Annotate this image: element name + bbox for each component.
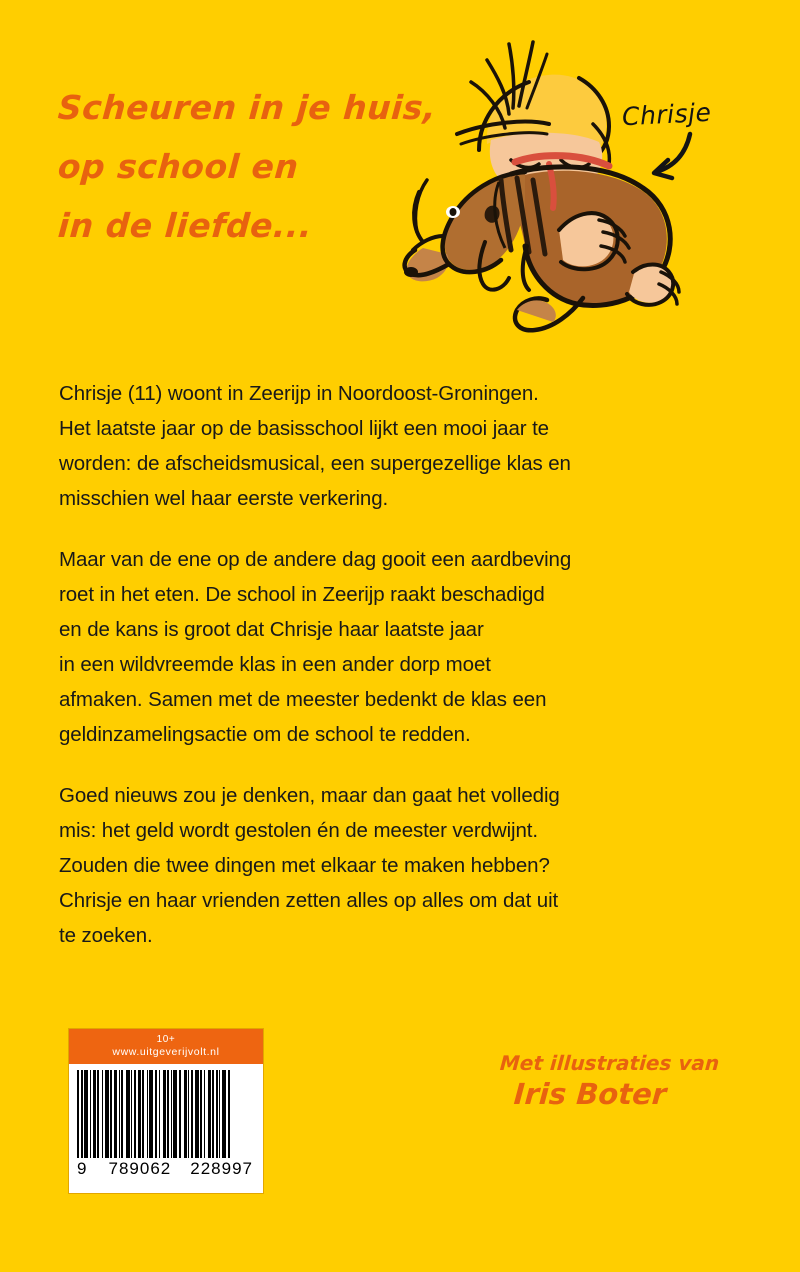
blurb-paragraph-2: Maar van de ene op de andere dag gooit een aardbeving roet in het eten. De school in Zeerijp raakt beschadigd en de kans is groot dat Chrisje haar laatste jaar in een wildvreemde klas in een ander dorp moet afmaken. Samen met de meester bedenkt de klas een geldinzamelingsactie om de school te redden. (59, 548, 572, 746)
isbn-group-1: 789062 (108, 1159, 172, 1178)
blurb-paragraph-3: Goed nieuws zou je denken, maar dan gaat het volledig mis: het geld wordt gestolen én de meester verdwijnt. Zouden die twee dingen met elkaar te maken hebben? Chrisje en haar vrienden zetten alles op alles om dat uit te zoeken. (59, 784, 560, 947)
headline-line-3: in de liefde... (56, 206, 314, 245)
isbn-lead-digit: 9 (77, 1159, 88, 1178)
barcode-block (68, 1028, 264, 1194)
isbn-group-2: 228997 (190, 1159, 253, 1178)
illustrator-name: Iris Boter (512, 1077, 668, 1111)
barcode-header (69, 1029, 263, 1064)
barcode-graphic (69, 1064, 263, 1183)
illustrator-credit (500, 1050, 719, 1112)
age-rating-label: 10+ (156, 1034, 176, 1045)
blurb (59, 376, 699, 953)
barcode-bars (77, 1070, 255, 1158)
blurb-paragraph-1: Chrisje (11) woont in Zeerijp in Noordoost-Groningen. Het laatste jaar op de basisschool lijkt een mooi jaar te worden: de afscheidsmusical, een supergezellige klas en misschien wel haar eerste verkering. (59, 382, 571, 510)
label-arrow-icon (628, 128, 698, 184)
barcode-digits (77, 1158, 255, 1179)
character-label-chrisje: Chrisje (621, 97, 713, 132)
headline-line-1: Scheuren in je huis, (56, 88, 438, 127)
illustration-girl-with-dog (383, 32, 713, 352)
headline-line-2: op school en (56, 147, 300, 186)
publisher-website: www.uitgeverijvolt.nl (112, 1046, 220, 1058)
illustrator-credit-prefix: Met illustraties van (499, 1051, 721, 1075)
